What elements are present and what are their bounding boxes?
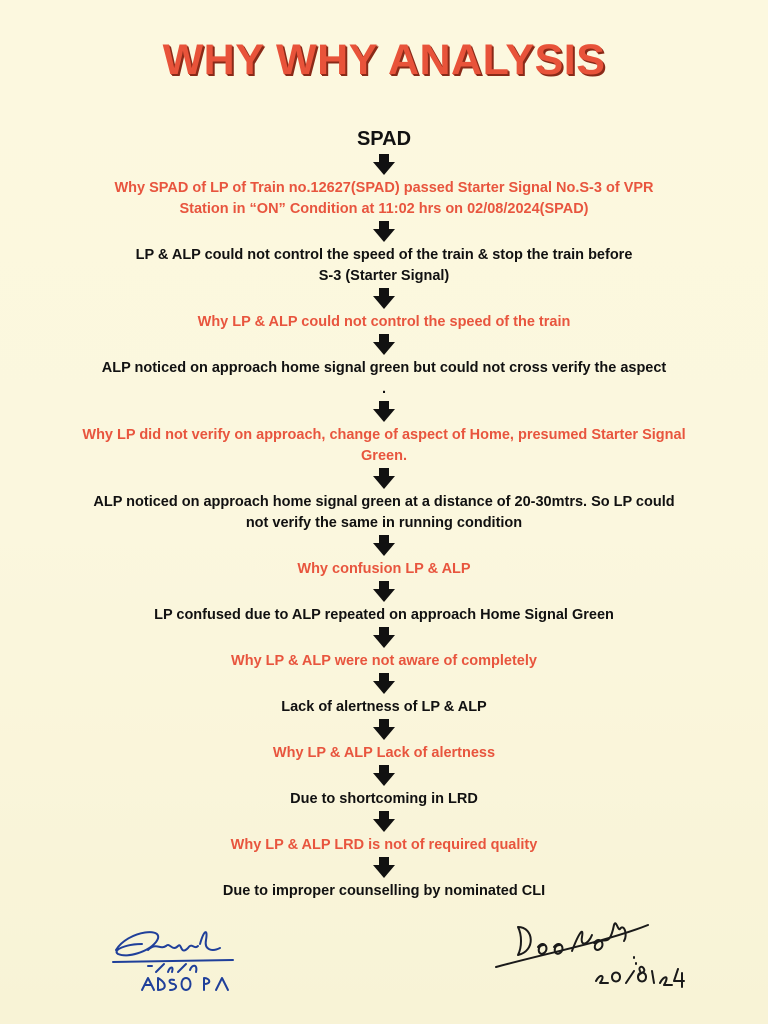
fact-step: Due to shortcoming in LRD [290,791,478,807]
why-step: Why confusion LP & ALP [297,561,471,577]
fact-step: Due to improper counselling by nominated CLI [222,883,546,899]
why-step: Why LP did not verify on approach, change of aspect of Home, presumed Starter Signal Green. [82,427,686,464]
signature-left [108,920,238,1000]
down-arrow-icon [373,154,395,175]
down-arrow-icon [373,627,395,648]
down-arrow-icon [373,221,395,242]
fact-step: ALP noticed on approach home signal green but could not cross verify the aspect . [101,360,667,397]
down-arrow-icon [373,581,395,602]
fact-step: Lack of alertness of LP & ALP [281,699,487,715]
down-arrow-icon [373,673,395,694]
why-why-flow [60,128,708,902]
why-step: Why LP & ALP could not control the speed of the train [197,314,571,330]
down-arrow-icon [373,765,395,786]
why-step: Why SPAD of LP of Train no.12627(SPAD) passed Starter Signal No.S-3 of VPR Station in “ON” Condition at 11:02 hrs on 02/08/2024(SPAD) [114,180,654,217]
why-step: Why LP & ALP were not aware of completely [231,653,537,669]
why-step: Why LP & ALP Lack of alertness [272,745,496,761]
down-arrow-icon [373,468,395,489]
flow-heading: SPAD [356,128,412,150]
down-arrow-icon [373,811,395,832]
page-title: WHY WHY ANALYSIS [162,36,606,84]
fact-step: LP & ALP could not control the speed of the train & stop the train before S-3 (Starter Signal) [135,247,633,284]
down-arrow-icon [373,334,395,355]
down-arrow-icon [373,857,395,878]
fact-step: LP confused due to ALP repeated on approach Home Signal Green [154,607,614,623]
down-arrow-icon [373,288,395,309]
down-arrow-icon [373,719,395,740]
signature-right [488,905,703,990]
down-arrow-icon [373,401,395,422]
fact-step: ALP noticed on approach home signal green at a distance of 20-30mtrs. So LP could not verify the same in running condition [93,494,675,531]
down-arrow-icon [373,535,395,556]
why-step: Why LP & ALP LRD is not of required quality [230,837,538,853]
